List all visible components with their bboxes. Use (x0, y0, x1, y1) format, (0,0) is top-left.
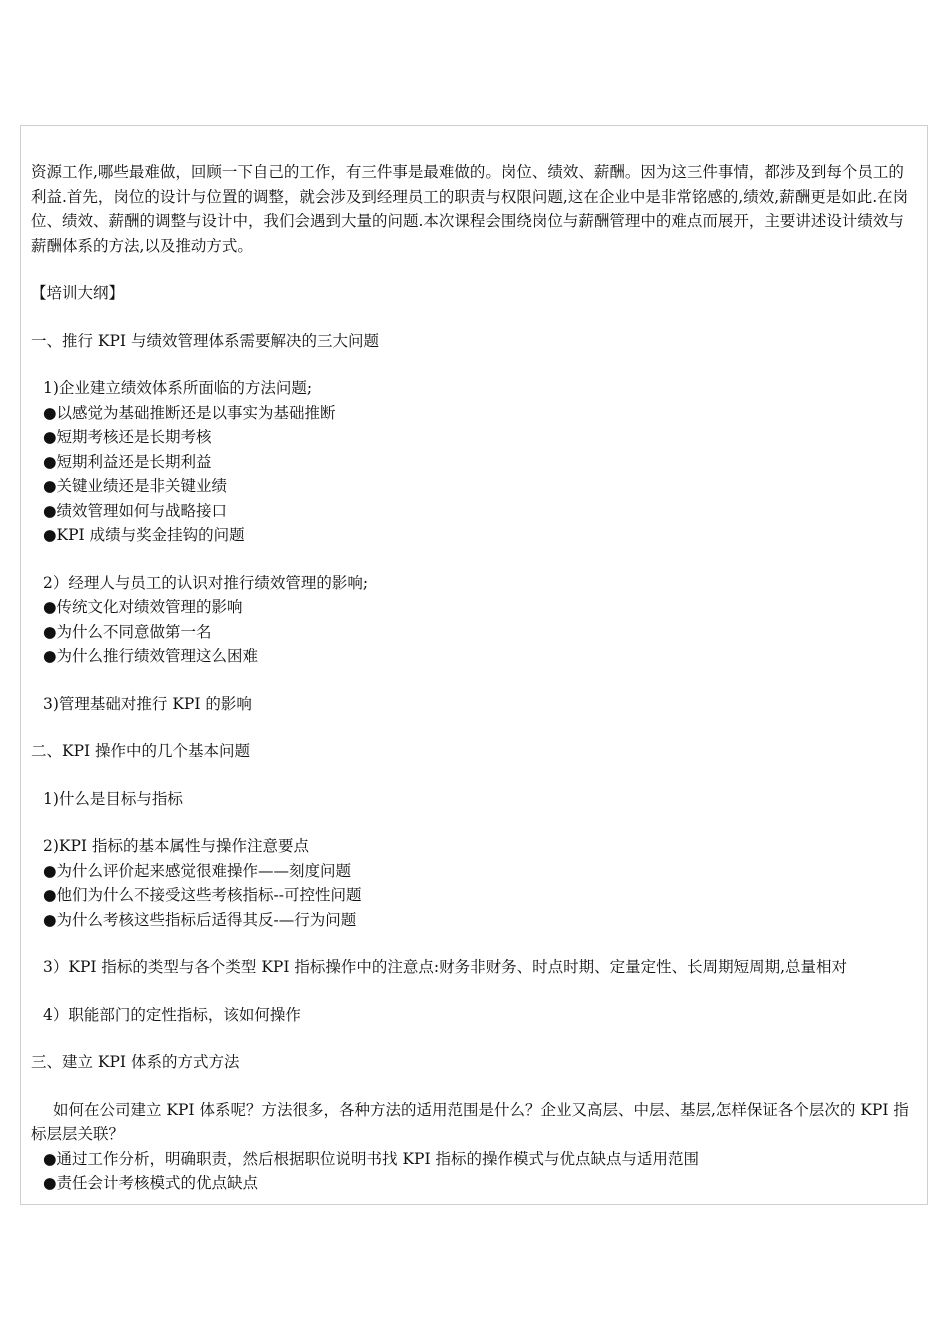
list-item: ●通过工作分析，明确职责，然后根据职位说明书找 KPI 指标的操作模式与优点缺点与适用范围 (43, 1149, 700, 1168)
section2-sub3-title: 3）KPI 指标的类型与各个类型 KPI 指标操作中的注意点:财务非财务、时点时期、定量定性、长周期短周期,总量相对 (43, 958, 848, 976)
list-item: ●关键业绩还是非关键业绩 (43, 477, 228, 495)
section2-sub1-title: 1)什么是目标与指标 (43, 789, 183, 808)
list-item: ●KPI 成绩与奖金挂钩的问题 (43, 526, 245, 544)
list-item: ●短期利益还是长期利益 (43, 452, 212, 471)
section1-sub3-title: 3)管理基础对推行 KPI 的影响 (43, 694, 252, 713)
section2-title: 二、KPI 操作中的几个基本问题 (31, 742, 251, 760)
section3-paragraph (31, 1098, 917, 1147)
list-item: ●绩效管理如何与战略接口 (43, 501, 228, 520)
list-item: ●为什么不同意做第一名 (43, 622, 212, 641)
section1-sub2-title: 2）经理人与员工的认识对推行绩效管理的影响; (43, 573, 369, 592)
list-item: ●责任会计考核模式的优点缺点 (43, 1174, 259, 1192)
list-item: ●为什么考核这些指标后适得其反-—行为问题 (43, 910, 357, 929)
list-item: ●他们为什么不接受这些考核指标--可控性问题 (43, 886, 362, 904)
list-item: ●为什么评价起来感觉很难操作——刻度问题 (43, 861, 352, 880)
content-box (20, 125, 928, 1205)
outline-title: 【培训大纲】 (31, 284, 125, 302)
section1-title: 一、推行 KPI 与绩效管理体系需要解决的三大问题 (31, 331, 379, 350)
intro-paragraph: 资源工作,哪些最难做，回顾一下自己的工作，有三件事是最难做的。岗位、绩效、薪酬。因为这三件事情，都涉及到每个员工的利益.首先，岗位的设计与位置的调整，就会涉及到经理员工的职责与权限问题,这在企业中是非常铭感的,绩效,薪酬更是如此.在岗位、绩效、薪酬的调整与设计中，我们会遇到大量的问题.本次课程会围绕岗位与薪酬管理中的难点而展开，主要讲述设计绩效与薪酬体系的方法,以及推动方式。 (31, 163, 909, 255)
list-item: ●为什么推行绩效管理这么困难 (43, 647, 259, 665)
list-item: ●传统文化对绩效管理的影响 (43, 598, 243, 616)
section2-sub4-title: 4）职能部门的定性指标，该如何操作 (43, 1005, 301, 1024)
list-item: ●短期考核还是长期考核 (43, 428, 212, 446)
section2-sub2-title: 2)KPI 指标的基本属性与操作注意要点 (43, 837, 309, 855)
section3-title: 三、建立 KPI 体系的方式方法 (31, 1053, 240, 1071)
section3-paragraph-text: 如何在公司建立 KPI 体系呢？方法很多，各种方法的适用范围是什么？企业又高层、中层、基层,怎样保证各个层次的 KPI 指标层层关联？ (31, 1100, 909, 1143)
list-item: ●以感觉为基础推断还是以事实为基础推断 (43, 403, 336, 422)
section1-sub1-title: 1)企业建立绩效体系所面临的方法问题; (43, 379, 313, 397)
document-body (31, 160, 917, 1196)
